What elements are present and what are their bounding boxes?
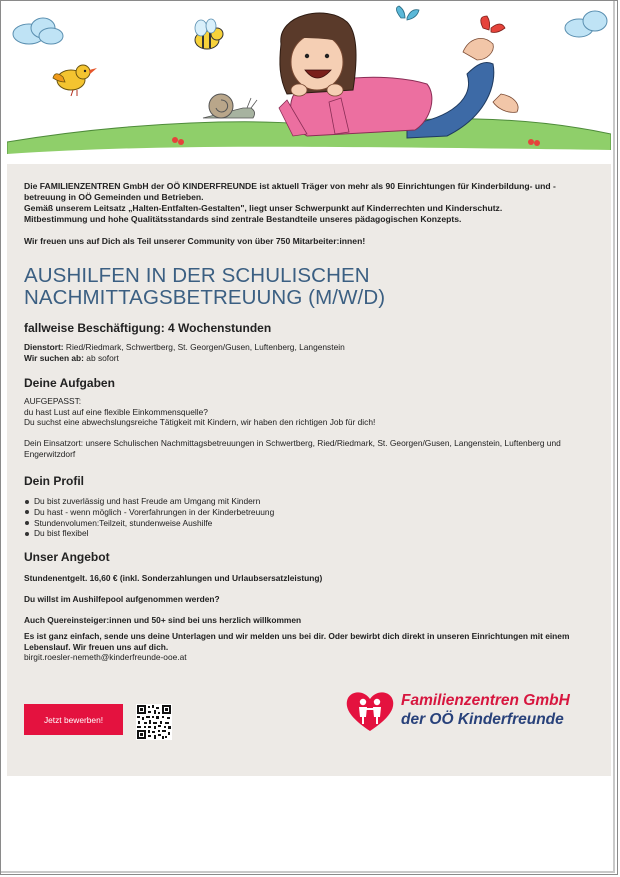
job-title-line: NACHMITTAGSBETREUUNG (M/W/D) — [24, 286, 386, 309]
cloud-icon — [13, 18, 63, 44]
logo-line-2: der OÖ Kinderfreunde — [401, 711, 564, 728]
list-item: Stundenvolumen:Teilzeit, stundenweise Aushilfe — [34, 518, 274, 529]
intro-text — [24, 181, 592, 247]
butterfly-icon — [396, 6, 419, 20]
apply-button[interactable]: Jetzt bewerben! — [24, 704, 123, 735]
aufgaben-heading: Deine Aufgaben — [24, 376, 115, 390]
intro-community: Wir freuen uns auf Dich als Teil unserer Community von über 750 Mitarbeiter:innen! — [24, 236, 366, 246]
heart-children-logo-icon — [345, 689, 395, 733]
angebot-salary: Stundenentgelt. 16,60 € (inkl. Sonderzahlungen und Urlaubsersatzleistung) — [24, 573, 323, 583]
cloud-icon — [565, 11, 607, 37]
start-row — [24, 353, 345, 364]
start-label: Wir suchen ab: — [24, 352, 84, 363]
dienstort-row — [24, 342, 345, 353]
logo-line-1: Familienzentren GmbH — [401, 692, 570, 709]
company-logo — [345, 687, 595, 737]
job-title — [24, 265, 584, 309]
qr-code-icon[interactable] — [136, 704, 172, 740]
aufgaben-line: du hast Lust auf eine flexible Einkommensquelle? — [24, 406, 208, 417]
hero-illustration — [7, 4, 611, 164]
contact-email[interactable]: birgit.roesler-nemeth@kinderfreunde-ooe.at — [24, 652, 187, 662]
butterfly-icon — [481, 16, 505, 33]
list-item: Du bist flexibel — [34, 528, 274, 539]
profil-heading: Dein Profil — [24, 474, 85, 488]
start-value: ab sofort — [83, 352, 119, 363]
angebot-heading: Unser Angebot — [24, 550, 110, 564]
dienstort-label: Dienstort: — [24, 342, 64, 352]
intro-paragraph: Die FAMILIENZENTREN GmbH der OÖ KINDERFREUNDE ist aktuell Träger von mehr als 90 Einrichtungen für Kinderbildung- und -betreuung in OÖ Gemeinden und Betrieben. — [24, 181, 556, 202]
aufgaben-line: Du suchst eine abwechslungsreiche Tätigkeit mit Kindern, wir haben den richtigen Job für dich! — [24, 417, 376, 427]
list-item: Du bist zuverlässig und hast Freude am Umgang mit Kindern — [34, 496, 274, 507]
snail-icon — [203, 94, 257, 118]
intro-paragraph: Mitbestimmung und hohe Qualitätsstandards sind zentrale Bestandteile unseres pädagogischen Konzepts. — [24, 214, 462, 224]
job-posting-panel — [7, 164, 611, 776]
aufgaben-einsatzort: Dein Einsatzort: unsere Schulischen Nachmittagsbetreuungen in Schwertberg, Ried/Riedmark, St. Georgen/Gusen, Langenstein, Luftenberg und Engerwitzdorf — [24, 438, 561, 459]
intro-paragraph: Gemäß unserem Leitsatz „Halten-Entfalten-Gestalten", liegt unser Schwerpunkt auf Kinderrechten und Kinderschutz. — [24, 203, 503, 213]
job-meta — [24, 342, 345, 363]
angebot-pool: Du willst im Aushilfepool aufgenommen werden? — [24, 594, 220, 604]
angebot-quereinsteiger: Auch Quereinsteiger:innen und 50+ sind bei uns herzlich willkommen — [24, 615, 302, 625]
aufgaben-line: AUFGEPASST: — [24, 396, 82, 406]
angebot-apply-info: Es ist ganz einfach, sende uns deine Unterlagen und wir melden uns bei dir. Oder bewirbt dich direkt in unseren Einrichtungen mit einem Lebenslauf. Wir freuen uns auf dich. — [24, 631, 570, 652]
angebot-text — [24, 573, 594, 663]
dienstort-value: Ried/Riedmark, Schwertberg, St. Georgen/Gusen, Luftenberg, Langenstein — [63, 342, 345, 352]
aufgaben-text — [24, 396, 594, 459]
job-subtitle: fallweise Beschäftigung: 4 Wochenstunden — [24, 321, 272, 335]
job-title-line: AUSHILFEN IN DER SCHULISCHEN — [24, 264, 370, 287]
list-item: Du hast - wenn möglich - Vorerfahrungen in der Kinderbetreuung — [34, 506, 275, 517]
logo-text — [401, 691, 570, 729]
hero-illustration-svg — [7, 4, 611, 164]
profil-list — [24, 496, 274, 539]
bee-icon — [195, 19, 223, 49]
bird-icon — [53, 65, 97, 96]
